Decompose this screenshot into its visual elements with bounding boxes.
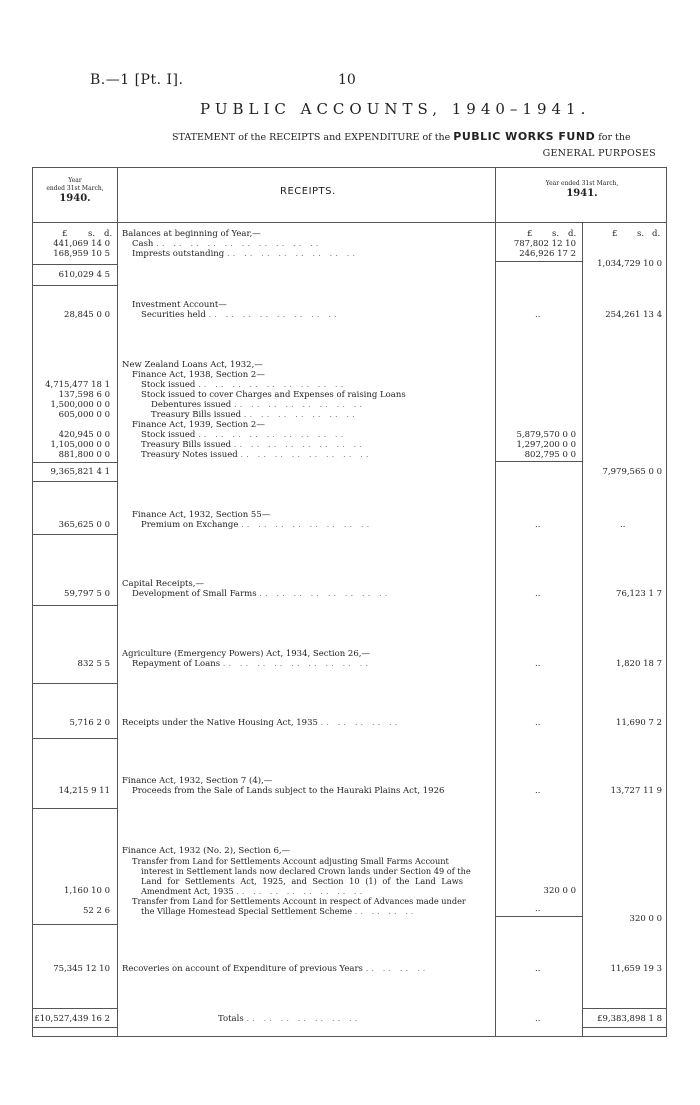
loans-l7-1940: 881,800 0 0 (58, 450, 110, 460)
purpose-heading: GENERAL PURPOSES (542, 148, 656, 159)
recoveries-label: Recoveries on account of Expenditure of previous Years .. .. .. .. (122, 964, 429, 974)
loans-l5: Stock issued .. .. .. .. .. .. .. .. .. (141, 430, 347, 440)
cash-1941: 787,802 12 10 (513, 239, 576, 249)
premium-label: Premium on Exchange .. .. .. .. .. .. .. .. (141, 520, 373, 530)
premium-1940: 365,625 0 0 (58, 520, 110, 530)
table-top-rule (32, 167, 666, 168)
hauraki-title: Finance Act, 1932, Section 7 (4),— (122, 776, 273, 786)
loans-l2: Stock issued to cover Charges and Expenses of raising Loans (141, 390, 406, 400)
finance2-t6-1940: 52 2 6 (82, 906, 110, 916)
col-1941-line1: Year ended 31st March, (545, 180, 619, 187)
finance2-t5: Transfer from Land for Settlements Account in respect of Advances made under (132, 896, 466, 906)
loans-total-1940: 9,365,821 4 1 (50, 467, 110, 477)
document-reference: B.—1 [Pt. I]. (90, 72, 184, 88)
securities-1941: 254,261 13 4 (605, 310, 662, 320)
table-left-rule (32, 167, 33, 1037)
loans-l1-1940: 4,715,477 18 1 (45, 380, 110, 390)
imprests-1940: 168,959 10 5 (53, 249, 110, 259)
page-number: 10 (338, 72, 356, 88)
capital-mid: .. (535, 589, 541, 599)
col-divider-mid (582, 222, 583, 1037)
totals-rule-1941 (582, 1008, 666, 1009)
loans-title: New Zealand Loans Act, 1932,— (122, 360, 263, 370)
table-right-rule (666, 167, 667, 1037)
premium-1941: .. (620, 520, 626, 530)
fund-name: PUBLIC WORKS FUND (453, 130, 596, 143)
hauraki-mid: .. (535, 786, 541, 796)
row-rule (32, 683, 117, 684)
statement-suffix: for the (598, 132, 631, 143)
hauraki-1941: 13,727 11 9 (610, 786, 662, 796)
currency-pence-mid: d. (568, 229, 577, 239)
currency-shilling-1940: s. (88, 229, 96, 239)
currency-pound-1940: £ (62, 229, 68, 239)
hauraki-label: Proceeds from the Sale of Lands subject to the Hauraki Plains Act, 1926 (132, 786, 445, 796)
totals-mid: .. (535, 1014, 541, 1024)
loans-l5-1941: 5,879,570 0 0 (516, 430, 576, 440)
loans-l4-1940: 605,000 0 0 (58, 410, 110, 420)
finance2-t3: Land for Settlements Act, 1925, and Section 10 (1) of the Land Laws (141, 876, 463, 886)
finance2-t4-1940: 1,160 10 0 (64, 886, 110, 896)
agriculture-label: Repayment of Loans .. .. .. .. .. .. .. .. .. (132, 659, 372, 669)
agriculture-mid: .. (535, 659, 541, 669)
capital-title: Capital Receipts,— (122, 579, 204, 589)
balances-rule-mid (495, 261, 582, 262)
col-receipts: RECEIPTS. (280, 186, 336, 197)
row-rule (32, 534, 117, 535)
currency-pence-1941: d. (652, 229, 661, 239)
balances-total-1940: 610,029 4 5 (58, 270, 110, 280)
currency-pence-1940: d. (104, 229, 113, 239)
row-rule (32, 605, 117, 606)
col-1940-year: 1940. (59, 193, 91, 204)
capital-label: Development of Small Farms .. .. .. .. .. .. .. .. (132, 589, 391, 599)
imprests-label: Imprests outstanding .. .. .. .. .. .. .. .. (132, 249, 359, 259)
imprests-1941: 246,926 17 2 (519, 249, 576, 259)
securities-1940: 28,845 0 0 (64, 310, 110, 320)
finance2-t2: interest in Settlement lands now declared Crown lands under Section 49 of the (141, 866, 471, 876)
loans-sub2: Finance Act, 1939, Section 2— (132, 420, 265, 430)
loans-rule-1940 (32, 462, 117, 463)
agriculture-1941: 1,820 18 7 (616, 659, 662, 669)
finance2-title: Finance Act, 1932 (No. 2), Section 6,— (122, 846, 291, 856)
capital-1940: 59,797 5 0 (64, 589, 110, 599)
finance2-t6: the Village Homestead Special Settlement Scheme .. .. .. .. (141, 906, 417, 916)
hauraki-1940: 14,215 9 11 (58, 786, 110, 796)
loans-l6: Treasury Bills issued .. .. .. .. .. .. .. .. (141, 440, 365, 450)
table-header-rule (32, 222, 666, 223)
finance2-rule-mid (495, 916, 582, 917)
agriculture-title: Agriculture (Emergency Powers) Act, 1934, Section 26,— (122, 649, 370, 659)
row-rule (32, 738, 117, 739)
row-rule (32, 924, 117, 925)
housing-1941: 11,690 7 2 (616, 718, 662, 728)
loans-l7: Treasury Notes issued .. .. .. .. .. .. .. .. (141, 450, 372, 460)
capital-1941: 76,123 1 7 (616, 589, 662, 599)
cash-1940: 441,069 14 0 (53, 239, 110, 249)
loans-l3-1940: 1,500,000 0 0 (50, 400, 110, 410)
balances-rule-1940 (32, 264, 117, 265)
statement-prefix: STATEMENT of the RECEIPTS and EXPENDITURE of the (172, 132, 451, 143)
col-1940-line1: Year (68, 177, 82, 184)
table-bottom-rule (32, 1036, 666, 1037)
currency-shilling-1941: s. (637, 229, 645, 239)
statement-heading (172, 130, 631, 143)
totals-double-rule-1941 (582, 1027, 666, 1028)
row-rule (32, 285, 117, 286)
currency-pound-1941: £ (612, 229, 618, 239)
totals-label: Totals .. .. .. .. .. .. .. (218, 1014, 361, 1024)
col-divider-1940 (117, 167, 118, 1037)
agriculture-1940: 832 5 5 (77, 659, 110, 669)
housing-mid: .. (535, 718, 541, 728)
row-rule (32, 481, 117, 482)
balances-title: Balances at beginning of Year,— (122, 229, 261, 239)
currency-pound-mid: £ (527, 229, 533, 239)
page-title: PUBLIC ACCOUNTS, 1940–1941. (200, 100, 591, 118)
cash-label: Cash .. .. .. .. .. .. .. .. .. .. (132, 239, 322, 249)
loans-l2-1940: 137,598 6 0 (58, 390, 110, 400)
loans-rule-mid (495, 461, 582, 462)
finance2-t1: Transfer from Land for Settlements Account adjusting Small Farms Account (132, 856, 449, 866)
col-1940-line2: ended 31st March, (46, 185, 104, 192)
housing-label: Receipts under the Native Housing Act, 1935 .. .. .. .. .. (122, 718, 401, 728)
recoveries-1941: 11,659 19 3 (610, 964, 662, 974)
premium-title: Finance Act, 1932, Section 55— (132, 510, 271, 520)
loans-l3: Debentures issued .. .. .. .. .. .. .. .. (151, 400, 366, 410)
totals-double-rule-1940 (32, 1027, 117, 1028)
loans-total-1941: 7,979,565 0 0 (602, 467, 662, 477)
balances-total-1941: 1,034,729 10 0 (597, 259, 662, 269)
col-divider-receipts (495, 167, 496, 1037)
securities-mid: .. (535, 310, 541, 320)
premium-mid: .. (535, 520, 541, 530)
finance2-t4-1941: 320 0 0 (543, 886, 576, 896)
investment-title: Investment Account— (132, 300, 227, 310)
loans-l6-1941: 1,297,200 0 0 (516, 440, 576, 450)
currency-shilling-mid: s. (552, 229, 560, 239)
loans-sub1: Finance Act, 1938, Section 2— (132, 370, 265, 380)
totals-1941: £9,383,898 1 8 (597, 1014, 662, 1024)
totals-1940: £10,527,439 16 2 (34, 1014, 110, 1024)
finance2-t4: Amendment Act, 1935 .. .. .. .. .. .. .. .. (141, 886, 366, 896)
loans-l4: Treasury Bills issued .. .. .. .. .. .. .. (151, 410, 358, 420)
loans-l5-1940: 420,945 0 0 (58, 430, 110, 440)
totals-rule-1940 (32, 1008, 117, 1009)
col-1941-year: 1941. (566, 188, 598, 199)
loans-l1: Stock issued .. .. .. .. .. .. .. .. .. (141, 380, 347, 390)
securities-label: Securities held .. .. .. .. .. .. .. .. (141, 310, 340, 320)
finance2-total-1941: 320 0 0 (629, 914, 662, 924)
loans-l7-1941: 802,795 0 0 (524, 450, 576, 460)
row-rule (32, 808, 117, 809)
recoveries-mid: .. (535, 964, 541, 974)
finance2-t6-mid: .. (535, 904, 541, 914)
housing-1940: 5,716 2 0 (69, 718, 110, 728)
loans-l6-1940: 1,105,000 0 0 (50, 440, 110, 450)
recoveries-1940: 75,345 12 10 (53, 964, 110, 974)
